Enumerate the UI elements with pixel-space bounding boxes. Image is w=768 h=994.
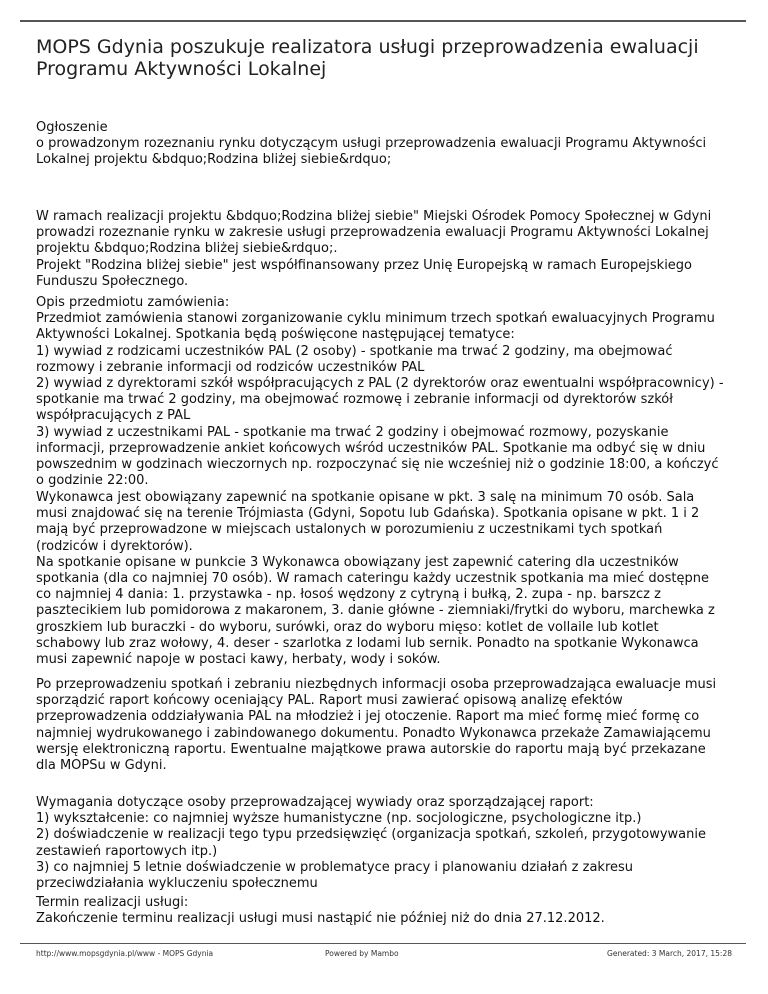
paragraph-order-description: Opis przedmiotu zamówienia: Przedmiot zamówienia stanowi zorganizowanie cyklu minimum trzech spotkań ewaluacyjnych Programu Aktywności Lokalnej. Spotkania będą poświęcone następującej tematyce: 1) wywiad z rodzicami uczestników PAL (2 osoby) - spotkanie ma trwać 2 godziny, ma obejmować rozmowy i zebranie informacji od rodziców uczestników PAL 2) wywiad z dyrektorami szkół współpracujących z PAL (2 dyrektorów oraz ewentualni współpracownicy) - spotkanie ma trwać 2 godziny, ma obejmować rozmowę i zebranie informacji od dyrektorów szkół współpracujących z PAL 3) wywiad z uczestnikami PAL - spotkanie ma trwać 2 godziny i obejmować rozmowy, pozyskanie informacji, przeprowadzenie ankiet końcowych wśród uczestników PAL. Spotkanie ma odbyć się w dniu powszednim w godzinach wieczornych np. rozpoczynać się nie wcześniej niż o godzinie 18:00, a kończyć o godzinie 22:00. xyxy=(36,295,724,489)
page-title: MOPS Gdynia poszukuje realizatora usługi przeprowadzenia ewaluacji Programu Aktywności Lokalnej xyxy=(36,36,699,80)
footer-source-url: http://www.mopsgdynia.pl/www - MOPS Gdynia xyxy=(36,949,214,958)
paragraph-announcement: Ogłoszenie o prowadzonym rozeznaniu rynku dotyczącym usługi przeprowadzenia ewaluacji Programu Aktywności Lokalnej projektu &bdquo;Rodzina bliżej siebie&rdquo; xyxy=(36,120,707,168)
paragraph-venue-catering: Wykonawca jest obowiązany zapewnić na spotkanie opisane w pkt. 3 salę na minimum 70 osób. Sala musi znajdować się na terenie Trójmiasta (Gdyni, Sopotu lub Gdańska). Spotkania opisane w pkt. 1 i 2 mają być przeprowadzone w miejscach ustalonych w porozumieniu z uczestnikami tych spotkań (rodziców i dyrektorów). Na spotkanie opisane w punkcie 3 Wykonawca obowiązany jest zapewnić catering dla uczestników spotkania (dla co najmniej 70 osób). W ramach cateringu każdy uczestnik spotkania ma mieć dostępne co najmniej 4 dania: 1. przystawka - np. łosoś wędzony z cytryną i bułką, 2. zupa - np. barszcz z pasztecikiem lub pomidorowa z makaronem, 3. danie główne - ziemniaki/frytki do wyboru, marchewka z groszkiem lub buraczki - do wyboru, surówki, oraz do wyboru mięso: kotlet de vollaile lub kotlet schabowy lub zraz wołowy, 4. deser - szarlotka z lodami lub sernik. Ponadto na spotkanie Wykonawca musi zapewnić napoje w postaci kawy, herbaty, wody i soków. xyxy=(36,490,715,668)
paragraph-requirements: Wymagania dotyczące osoby przeprowadzającej wywiady oraz sporządzającej raport: 1) wykształcenie: co najmniej wyższe humanistyczne (np. socjologiczne, psychologiczne itp.) 2) doświadczenie w realizacji tego typu przedsięwzięć (organizacja spotkań, szkoleń, przygotowywanie zestawień raportowych itp.) 3) co najmniej 5 letnie doświadczenie w problematyce pracy i planowaniu działań z zakresu przeciwdziałania wykluczeniu społecznemu xyxy=(36,795,706,892)
footer-powered-by: Powered by Mambo xyxy=(325,949,399,958)
paragraph-project-info: W ramach realizacji projektu &bdquo;Rodzina bliżej siebie" Miejski Ośrodek Pomocy Społecznej w Gdyni prowadzi rozeznanie rynku w zakresie usługi przeprowadzenia ewaluacji Programu Aktywności Lokalnej projektu &bdquo;Rodzina bliżej siebie&rdquo;. Projekt "Rodzina bliżej siebie" jest współfinansowany przez Unię Europejską w ramach Europejskiego Funduszu Społecznego. xyxy=(36,209,712,289)
paragraph-deadline: Termin realizacji usługi: Zakończenie terminu realizacji usługi musi nastąpić nie później niż do dnia 27.12.2012. xyxy=(36,895,605,927)
paragraph-final-report: Po przeprowadzeniu spotkań i zebraniu niezbędnych informacji osoba przeprowadzająca ewaluacje musi sporządzić raport końcowy oceniający PAL. Raport musi zawierać opisową analizę efektów przeprowadzenia oddziaływania PAL na młodzież i jej otoczenie. Raport ma mieć formę mieć formę co najmniej wydrukowanego i zabindowanego dokumentu. Ponadto Wykonawca przekaże Zamawiającemu wersję elektroniczną raportu. Ewentualne majątkowe prawa autorskie do raportu mają być przekazane dla MOPSu w Gdyni. xyxy=(36,677,717,774)
footer-rule xyxy=(20,943,746,944)
top-rule xyxy=(20,20,746,22)
footer-generated-date: Generated: 3 March, 2017, 15:28 xyxy=(607,949,732,958)
